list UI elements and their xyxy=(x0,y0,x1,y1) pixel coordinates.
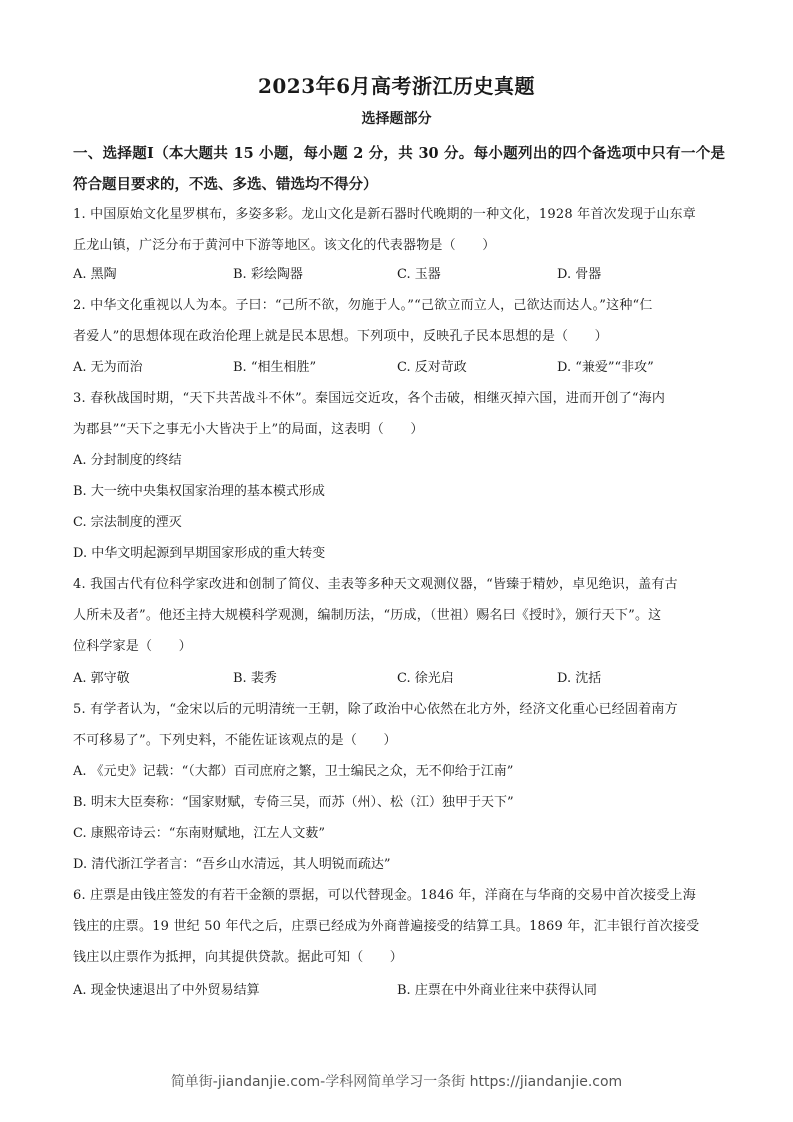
question-6-line-1: 6. 庄票是由钱庄签发的有若干金额的票据，可以代替现金。1846 年，洋商在与华商的交易中首次接受上海 xyxy=(73,888,696,903)
section-subtitle: 选择题部分 xyxy=(361,111,432,127)
question-6-option-a: A. 现金快速退出了中外贸易结算 xyxy=(73,983,260,998)
question-1-line-2: 丘龙山镇，广泛分布于黄河中下游等地区。该文化的代表器物是（ ） xyxy=(73,238,496,253)
question-6-line-2: 钱庄的庄票。19 世纪 50 年代之后，庄票已经成为外商普遍接受的结算工具。1869 年，汇丰银行首次接受 xyxy=(73,919,700,934)
question-5-line-2: 不可移易了”。下列史料，不能佐证该观点的是（ ） xyxy=(73,733,397,748)
question-5-option-b: B. 明末大臣奏称：“国家财赋，专倚三吴，而苏（州）、松（江）独甲于天下” xyxy=(73,795,514,810)
question-3-line-1: 3. 春秋战国时期，“天下共苦战斗不休”。秦国远交近攻，各个击破，相继灭掉六国，进而开创了“海内 xyxy=(73,391,666,406)
question-4-line-2: 人所未及者”。他还主持大规模科学观测，编制历法，“历成，（世祖）赐名曰《授时》，颁行天下”。这 xyxy=(73,608,662,623)
question-1-option-b: B. 彩绘陶器 xyxy=(233,267,303,282)
question-1-option-c: C. 玉器 xyxy=(397,267,441,282)
question-3-option-d: D. 中华文明起源到早期国家形成的重大转变 xyxy=(73,546,326,561)
page-title: 2023年6月高考浙江历史真题 xyxy=(257,74,536,98)
question-1-line-1: 1. 中国原始文化星罗棋布，多姿多彩。龙山文化是新石器时代晚期的一种文化，1928 年首次发现于山东章 xyxy=(73,207,696,222)
question-2-option-a: A. 无为而治 xyxy=(73,360,143,375)
question-4-line-1: 4. 我国古代有位科学家改进和创制了简仪、圭表等多种天文观测仪器，“皆臻于精妙，卓见绝识，盖有古 xyxy=(73,577,678,592)
question-2-option-c: C. 反对苛政 xyxy=(397,360,467,375)
question-3-option-b: B. 大一统中央集权国家治理的基本模式形成 xyxy=(73,484,325,499)
question-3-line-2: 为郡县”“天下之事无小大皆决于上”的局面，这表明（ ） xyxy=(73,422,424,437)
question-4-option-a: A. 郭守敬 xyxy=(73,671,130,686)
question-4-option-d: D. 沈括 xyxy=(557,671,602,686)
question-5-option-c: C. 康熙帝诗云：“东南财赋地，江左人文薮” xyxy=(73,826,326,841)
question-3-option-c: C. 宗法制度的湮灭 xyxy=(73,515,182,530)
question-4-line-3: 位科学家是（ ） xyxy=(73,639,192,654)
question-2-option-b: B. “相生相胜” xyxy=(233,360,317,375)
section-instructions: 一、选择题Ⅰ（本大题共 15 小题，每小题 2 分，共 30 分。每小题列出的四个备选项中只有一个是符合题目要求的，不选、多选、错选均不得分） xyxy=(73,145,725,193)
footer-watermark: 简单街-jiandanjie.com-学科网简单学习一条街 https://jiandanjie.com xyxy=(170,1074,623,1090)
question-2-option-d: D. “兼爱”“非攻” xyxy=(557,360,654,375)
question-4-option-b: B. 裴秀 xyxy=(233,671,277,686)
question-5-option-a: A. 《元史》记载：“（大都）百司庶府之繁，卫士编民之众，无不仰给于江南” xyxy=(73,764,514,779)
question-3-option-a: A. 分封制度的终结 xyxy=(73,453,182,468)
question-1-option-d: D. 骨器 xyxy=(557,267,602,282)
question-5-option-d: D. 清代浙江学者言：“吾乡山水清远，其人明锐而疏达” xyxy=(73,857,391,872)
question-5-line-1: 5. 有学者认为，“金宋以后的元明清统一王朝，除了政治中心依然在北方外，经济文化重心已经固着南方 xyxy=(73,702,678,717)
question-1-option-a: A. 黑陶 xyxy=(73,267,117,282)
question-2-line-1: 2. 中华文化重视以人为本。子曰：“己所不欲，勿施于人。”“己欲立而立人，己欲达而达人。”这种“仁 xyxy=(73,298,653,313)
question-2-line-2: 者爱人”的思想体现在政治伦理上就是民本思想。下列项中，反映孔子民本思想的是（ ） xyxy=(73,329,608,344)
question-6-option-b: B. 庄票在中外商业往来中获得认同 xyxy=(397,983,597,998)
question-4-option-c: C. 徐光启 xyxy=(397,671,454,686)
question-6-line-3: 钱庄以庄票作为抵押，向其提供贷款。据此可知（ ） xyxy=(73,950,404,965)
